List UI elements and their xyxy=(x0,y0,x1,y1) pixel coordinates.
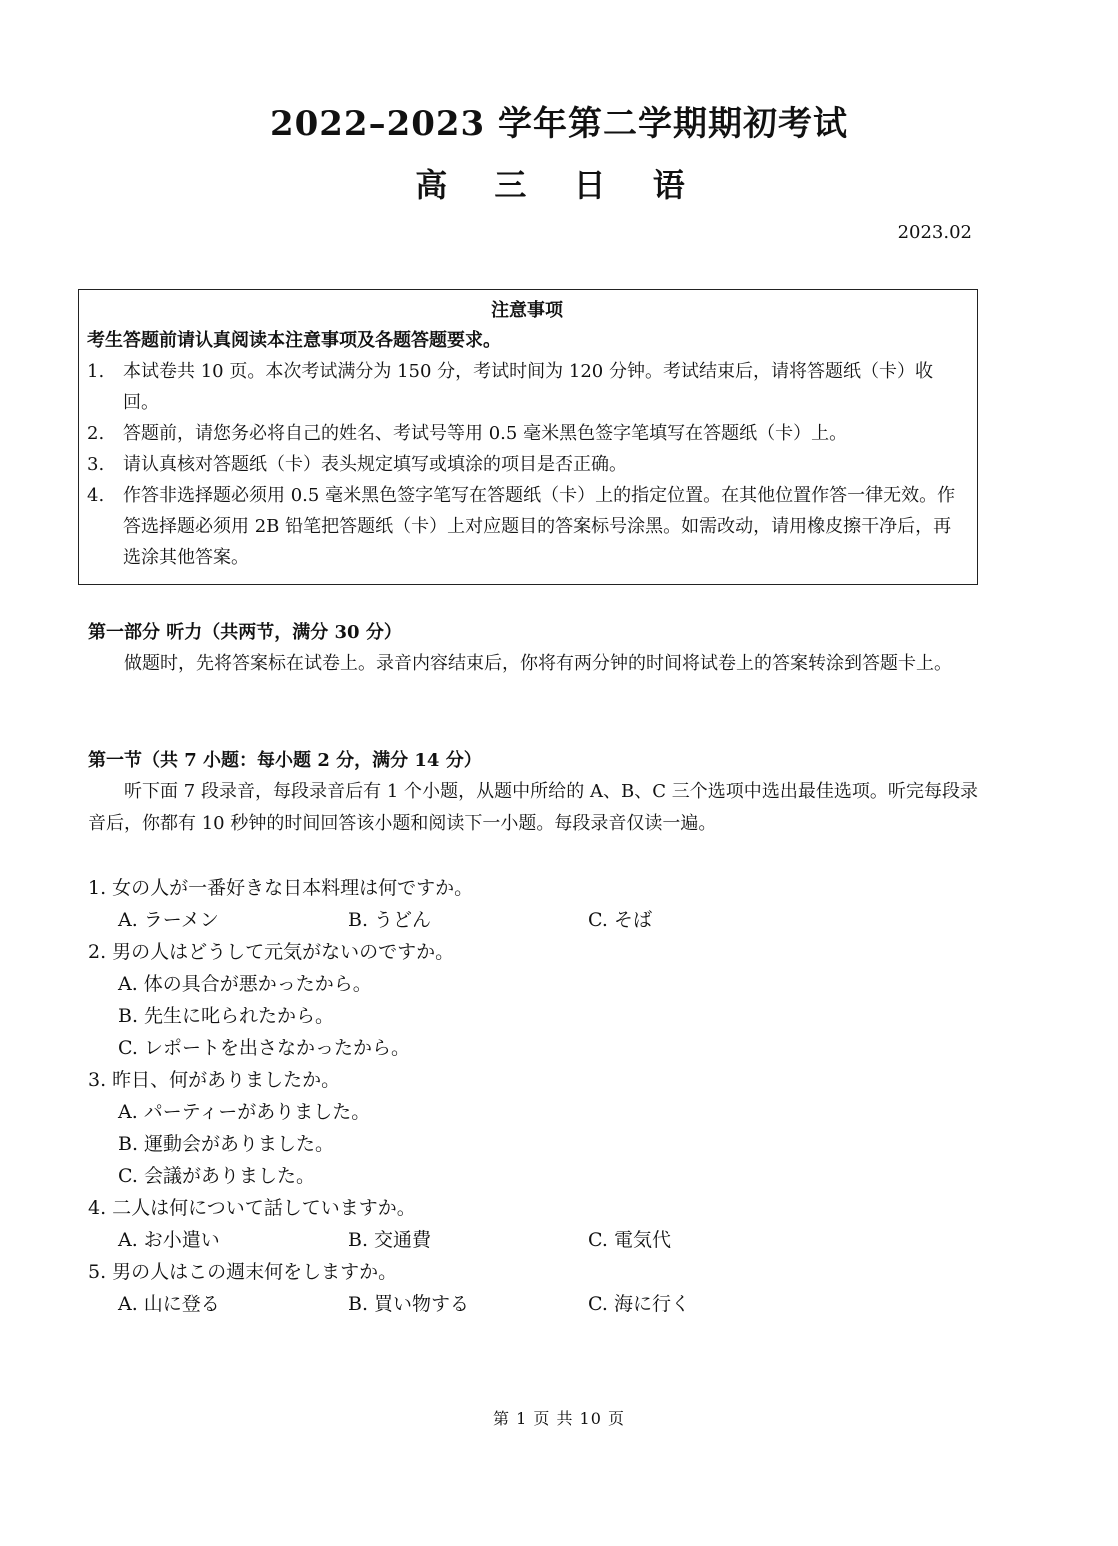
option-a: A. 山に登る xyxy=(118,1293,220,1315)
notice-item-text: 请认真核对答题纸（卡）表头规定填写或填涂的项目是否正确。 xyxy=(123,454,627,475)
option-b: B. 買い物する xyxy=(348,1293,470,1315)
option-c: C. そば xyxy=(588,909,652,931)
option-c: C. 海に行く xyxy=(588,1293,690,1315)
notice-item xyxy=(87,418,967,449)
exam-date: 2023.02 xyxy=(897,222,972,243)
section1 xyxy=(88,746,978,840)
notice-item-number: 4. xyxy=(87,485,105,506)
notice-item-text: 答题前，请您务必将自己的姓名、考试号等用 0.5 毫米黑色签字笔填写在答题纸（卡）上。 xyxy=(123,423,848,444)
option-b: B. 運動会がありました。 xyxy=(118,1133,335,1155)
option-b: B. 先生に叱られたから。 xyxy=(118,1005,335,1027)
option-a: A. パーティーがありました。 xyxy=(118,1101,371,1123)
notice-item xyxy=(87,356,967,418)
notice-item-text: 本试卷共 10 页。本次考试满分为 150 分，考试时间为 120 分钟。考试结束后，请将答题纸（卡）收回。 xyxy=(123,361,933,413)
notice-box xyxy=(78,289,978,585)
exam-subtitle: 高 三 日 语 xyxy=(415,166,703,204)
notice-item-number: 1. xyxy=(87,361,105,382)
option-a: A. お小遣い xyxy=(118,1229,220,1251)
option-row xyxy=(88,1288,978,1320)
notice-item xyxy=(87,480,967,573)
part1-instruction: 做题时，先将答案标在试卷上。录音内容结束后，你将有两分钟的时间将试卷上的答案转涂到答题卡上。 xyxy=(124,653,952,674)
part1-section xyxy=(88,618,978,680)
option-row xyxy=(88,1224,978,1256)
option-b: B. うどん xyxy=(348,909,432,931)
option-row xyxy=(88,904,978,936)
section1-instruction: 听下面 7 段录音，每段录音后有 1 个小题，从题中所给的 A、B、C 三个选项中选出最佳选项。听完每段录音后，你都有 10 秒钟的时间回答该小题和阅读下一小题。每段录音仅读一遍。 xyxy=(88,781,978,834)
notice-item xyxy=(87,449,967,480)
question-text: 4. 二人は何について話していますか。 xyxy=(88,1197,416,1219)
page-number: 第 1 页 共 10 页 xyxy=(493,1409,625,1428)
notice-item-text: 作答非选择题必须用 0.5 毫米黑色签字笔写在答题纸（卡）上的指定位置。在其他位置作答一律无效。作答选择题必须用 2B 铅笔把答题纸（卡）上对应题目的答案标号涂黑。如需改动，请用橡皮擦干净后，再选涂其他答案。 xyxy=(123,485,956,568)
question-text: 5. 男の人はこの週末何をしますか。 xyxy=(88,1261,398,1283)
option-a: A. ラーメン xyxy=(118,909,219,931)
notice-item-number: 3. xyxy=(87,454,105,475)
part1-heading: 第一部分 听力（共两节，满分 30 分） xyxy=(88,622,402,643)
question-text: 1. 女の人が一番好きな日本料理は何ですか。 xyxy=(88,877,474,899)
option-c: C. 電気代 xyxy=(588,1229,671,1251)
notice-item-number: 2. xyxy=(87,423,105,444)
option-b: B. 交通費 xyxy=(348,1229,432,1251)
notice-intro: 考生答题前请认真阅读本注意事项及各题答题要求。 xyxy=(87,330,501,351)
section1-heading: 第一节（共 7 小题：每小题 2 分，满分 14 分） xyxy=(88,750,482,771)
question-list xyxy=(88,872,978,1320)
question-text: 2. 男の人はどうして元気がないのですか。 xyxy=(88,941,455,963)
option-c: C. 会議がありました。 xyxy=(118,1165,315,1187)
exam-title: 2022–2023 学年第二学期期初考试 xyxy=(269,104,849,144)
option-c: C. レポートを出さなかったから。 xyxy=(118,1037,410,1059)
notice-title: 注意事项 xyxy=(491,300,563,321)
question-text: 3. 昨日、何がありましたか。 xyxy=(88,1069,341,1091)
option-a: A. 体の具合が悪かったから。 xyxy=(118,973,372,995)
